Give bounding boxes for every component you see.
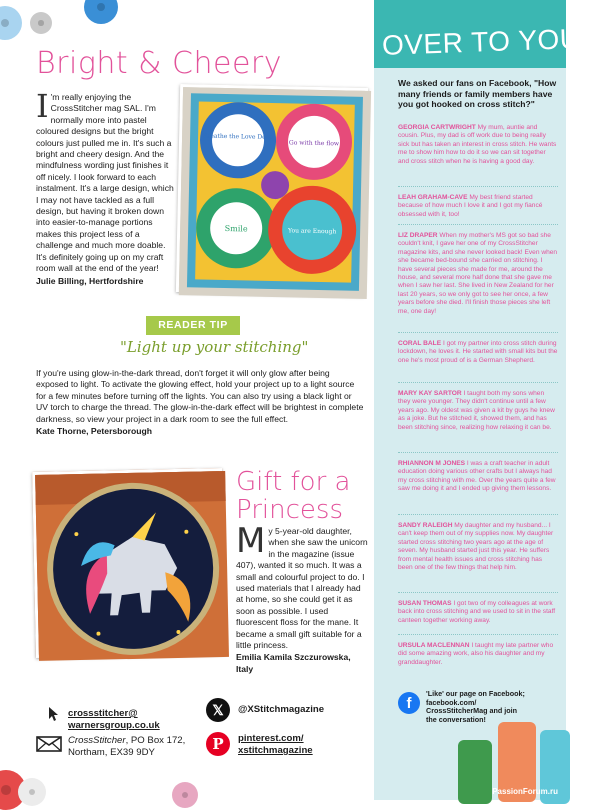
divider bbox=[398, 452, 558, 453]
divider bbox=[398, 186, 558, 187]
photo-unicorn-hoop bbox=[32, 468, 226, 658]
pinterest-line-1[interactable]: pinterest.com/ bbox=[238, 733, 304, 744]
contact-post bbox=[68, 735, 185, 759]
divider bbox=[398, 592, 558, 593]
fan-reply: CORAL BALE I got my partner into cross stitch during lockdown, he loves it. He started with small kits but the one he's most proud of is a German Shepherd. bbox=[398, 340, 558, 364]
contact-email[interactable] bbox=[68, 708, 160, 732]
divider bbox=[398, 382, 558, 383]
fan-reply: MARY KAY SARTOR I taught both my sons when they were younger. They didn't continue until a few years ago. My oldest was given a kit by guys he knew as a joke. But he stitched it, showed them, and has been stitching since, realizing how relaxing it can be. bbox=[398, 390, 555, 431]
cursor-icon bbox=[48, 706, 60, 722]
post-magazine-name: CrossStitcher bbox=[68, 735, 126, 746]
divider bbox=[398, 514, 558, 515]
drop-cap: M bbox=[236, 521, 266, 561]
x-logo-icon: 𝕏 bbox=[206, 698, 230, 722]
photo-sal-stitching bbox=[176, 84, 368, 296]
reader-tip-body bbox=[36, 368, 364, 437]
fan-reply: RHIANNON M JONES I was a craft teacher in adult education doing various other crafts but I always had my cross stitching with me. Over the years quite a few saw me doing it and I ended up giving them lessons. bbox=[398, 460, 556, 493]
hoop-text-c: Smile bbox=[224, 224, 248, 234]
reader-tip-signature: Kate Thorne, Petersborough bbox=[36, 426, 153, 437]
fan-reply: GEORGIA CARTWRIGHT My mum, auntie and cousin. Plus, my dad is off work due to being really sick but has taken an interest in cross stitch. He wants me to show him how to do it so we can sit together and cross stitch when he is having a good day. bbox=[398, 124, 557, 165]
fan-reply: SANDY RALEIGH My daughter and my husband... I can't keep them out of my supplies now. My daughter started cross stitching two years ago at the age of seven. My husband started just this year. He suffers from mental health issues and cross stitching has been one of the few things that help him. bbox=[398, 522, 554, 572]
pinterest-icon: P bbox=[206, 732, 230, 756]
pinterest-line-2[interactable]: xstitchmagazine bbox=[238, 745, 313, 756]
fan-reply: URSULA MACLENNAN I taught my late partner who did some amazing work, also his daughter and my granddaughter. bbox=[398, 642, 554, 666]
decorative-button-pink bbox=[172, 782, 198, 808]
hoop-text-b: Go with the flow bbox=[288, 139, 340, 148]
decorative-button-grey bbox=[30, 12, 52, 34]
letter-body: 'm really enjoying the CrossStitcher mag SAL. I'm normally more into pastel coloured designs but the bright colours just pulled me in. It's such a bright and cheery design. And the mindfulness wording just finishes it off nicely. I look forward to each instalment. It's a large design, which I may not have tackled as a full design, but having it broken down into easier-to-manage portions makes this project less of a challenge and much more doable. It's definitely going up on my craft room wall at the end of the year! bbox=[36, 92, 174, 274]
sidebar-intro: We asked our fans on Facebook, "How many friends or family members have you got hooked on cross stitch?" bbox=[398, 78, 557, 110]
sidebar-title: OVER TO YOU... bbox=[381, 22, 606, 61]
facebook-icon[interactable]: f bbox=[398, 692, 420, 714]
fan-reply: LIZ DRAPER When my mother's MS got so bad she couldn't knit, I gave her one of my CrossStitcher magazine kits, and she never looked back! Even when she became bed-bound she carried on stitching. I have several pieces she made for me, around the house, and several more half done that she gave me when I saw her last. She lived in New Zealand for her last 20 years, so we only got to see her once, a few years before she died. I'll finish those pieces she left me, one day! bbox=[398, 232, 558, 315]
decorative-button-lightblue bbox=[0, 6, 22, 40]
letter-signature: Julie Billing, Hertfordshire bbox=[36, 275, 144, 286]
facebook-callout[interactable]: 'Like' our page on Facebook; facebook.com/ CrossStitcherMag and join the conversation! bbox=[426, 689, 525, 724]
decorative-button-white bbox=[18, 778, 46, 806]
decorative-button-blue bbox=[84, 0, 118, 24]
letter-signature: Emilia Kamila Szczurowska, Italy bbox=[236, 652, 351, 674]
letter-bright-cheery bbox=[36, 87, 176, 287]
hoop-text-a: Breathe the Love Deep bbox=[203, 132, 274, 142]
divider bbox=[398, 332, 558, 333]
section-title-bright-cheery: Bright & Cheery bbox=[36, 46, 283, 81]
hoop-text-d: You are Enough bbox=[287, 227, 337, 236]
contact-pinterest[interactable] bbox=[238, 733, 313, 757]
watermark: PassionForum.ru bbox=[492, 787, 558, 796]
post-line-2: Northam, EX39 9DY bbox=[68, 747, 155, 758]
email-line-1[interactable]: crossstitcher@ bbox=[68, 708, 138, 719]
x-handle[interactable]: @XStitchmagazine bbox=[238, 704, 325, 715]
post-line-1: , PO Box 172, bbox=[125, 735, 186, 746]
envelope-icon bbox=[36, 734, 62, 752]
sidebar-over-to-you bbox=[374, 0, 606, 800]
fan-reply: SUSAN THOMAS I got two of my colleagues at work back into cross stitching and we used to sit in the staff canteen together working away. bbox=[398, 600, 556, 624]
email-line-2[interactable]: warnersgroup.co.uk bbox=[68, 720, 160, 731]
letter-gift-princess bbox=[236, 521, 370, 675]
thread-spool-green bbox=[458, 740, 492, 804]
reader-tip-heading: "Light up your stitching" bbox=[120, 338, 309, 356]
reader-tip-text: If you're using glow-in-the-dark thread, don't forget it will only glow after being exposed to light. To activate the glowing effect, hold your project up to a light source for a few minutes before turning off the lights. You can also try using a black light or UV torch to charge the thread. The glow-in-the-dark effect will be brightest in complete darkness, so view your project in a dark room to see the full effect. bbox=[36, 368, 364, 424]
section-title-gift-princess: Gift for a Princess bbox=[236, 467, 351, 525]
drop-cap: I bbox=[36, 87, 49, 125]
reader-tip-badge: READER TIP bbox=[146, 316, 240, 335]
letter-body: y 5-year-old daughter, when she saw the unicorn in the magazine (issue 407), wanted it so much. It was a small and colourful project to do. I used materials that I already had at home, so she could get it as soon as possible. I used fluorescent floss for the mane. It became a small gift suitable for a little princess. bbox=[236, 526, 368, 651]
divider bbox=[398, 634, 558, 635]
contact-x[interactable] bbox=[238, 704, 324, 716]
fan-reply: LEAH GRAHAM-CAVE My best friend started because of how much I love it and I got my fiancé obsessed with it, too! bbox=[398, 194, 543, 218]
divider bbox=[398, 224, 558, 225]
